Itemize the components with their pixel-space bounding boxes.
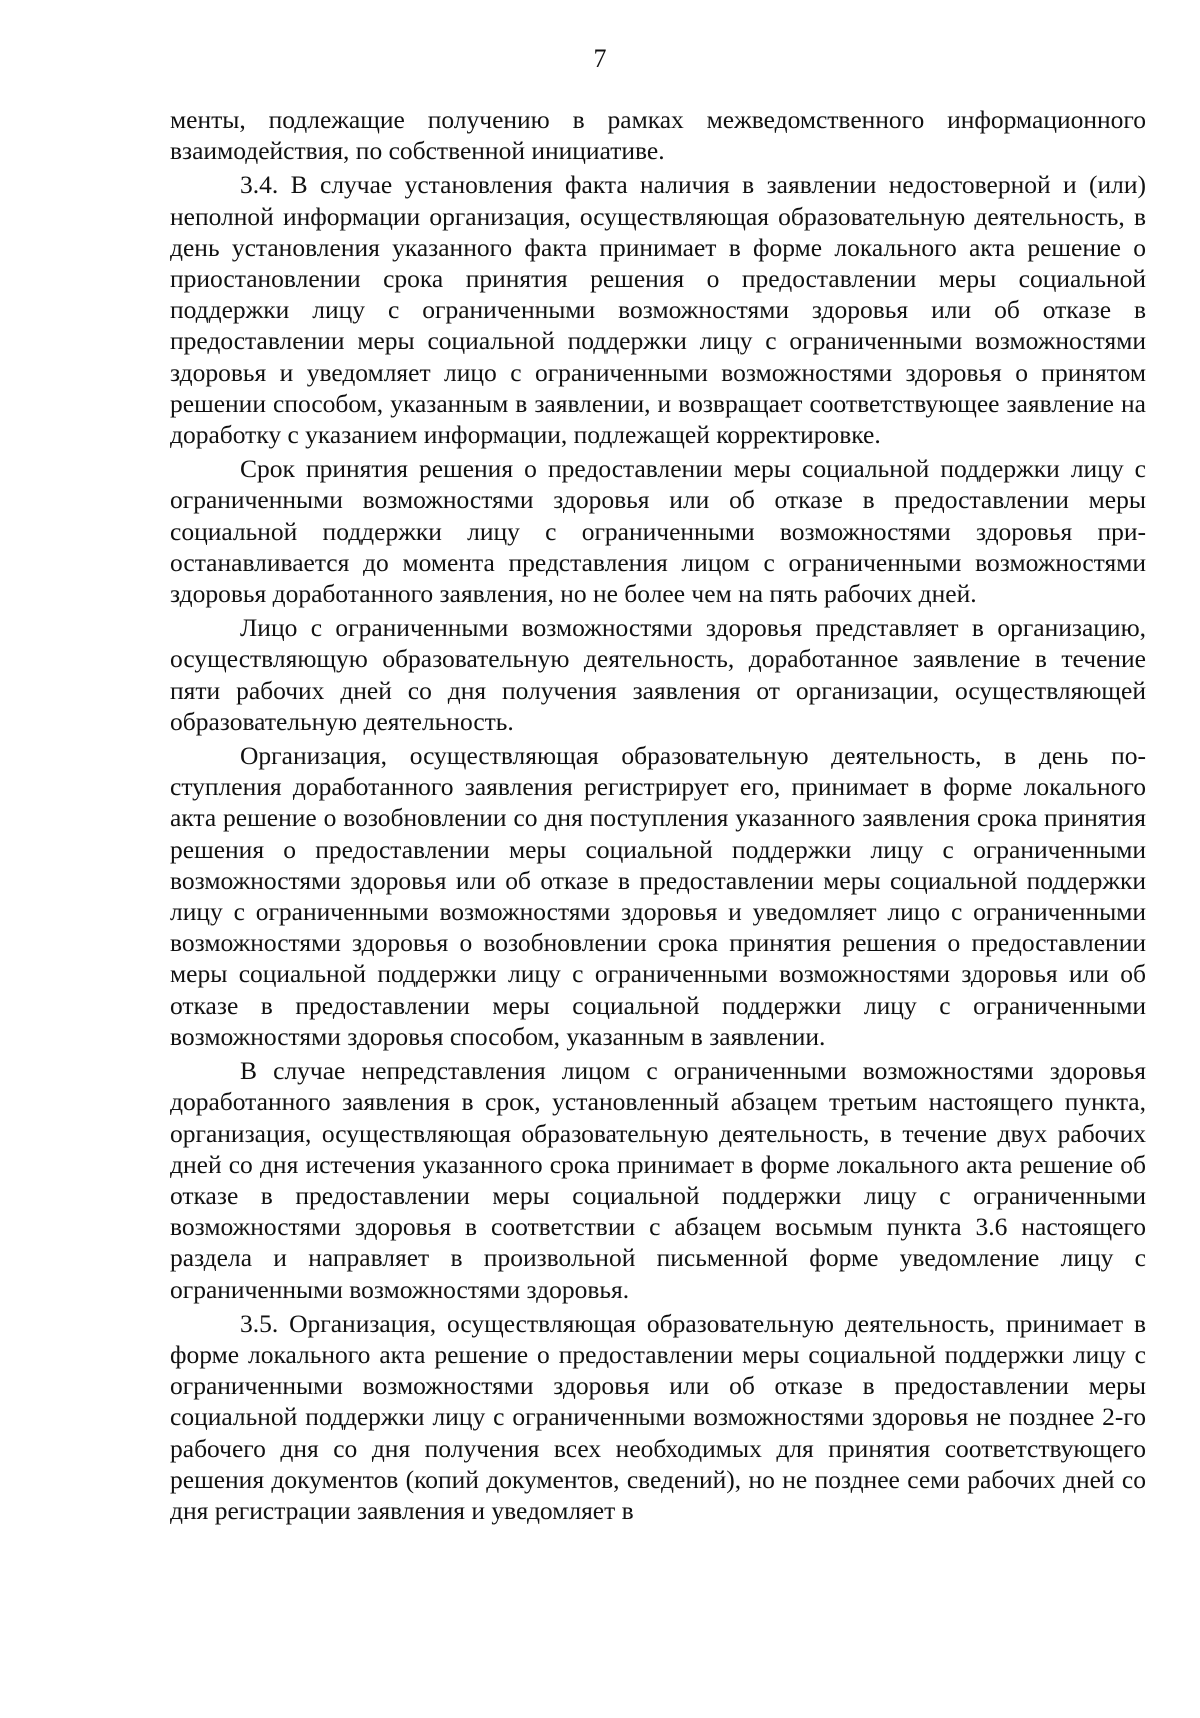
page-number: 7 [593, 44, 607, 73]
document-body [170, 104, 1146, 1526]
paragraph-3-4: 3.4. В случае установления факта наличия в заявлении недостоверной и (или) неполной информации организация, осуществляющая образовательную деятельность, в день установления указанного факта принимает в форме локального акта решение о приостановлении срока принятия решения о предоставлении меры социальной поддержки лицу с ограниченными возможностями здоровья или об отказе в предоставлении меры социальной поддержки лицу с ограниченными возможностями здоровья и уведомляет лицо с ограниченными возможностями здоровья о принятом решении способом, указанным в заявлении, и возвращает соответствующее заявление на доработку с указанием информации, подлежащей корректировке. [170, 170, 1146, 450]
paragraph-resumption: Организация, осуществляющая образовательную деятельность, в день поступления доработанного заявления регистрирует его, принимает в форме локального акта решение о возобновлении со дня поступления указанного заявления срока принятия решения о предоставлении меры социальной поддержки лицу с ограниченными возможностями здоровья или об отказе в предоставлении меры социальной поддержки лицу с ограниченными возможностями здоровья и уведомляет лицо с ограниченными возможностями здоровья о возобновлении срока принятия решения о предоставлении меры социальной поддержки лицу с ограниченными возможностями здоровья или об отказе в предоставлении меры социальной поддержки лицу с ограниченными возможностями здоровья способом, указанным в заявлении. [170, 741, 1146, 1051]
paragraph-suspension-term: Срок принятия решения о предоставлении меры социальной поддержки лицу с ограниченными возможностями здоровья или об отказе в предоставлении меры социальной поддержки лицу с ограниченными возможностями здоровья приостанавливается до момента представления лицом с ограниченными возможностями здоровья доработанного заявления, но не более чем на пять рабочих дней. [170, 454, 1146, 609]
paragraph-continuation: менты, подлежащие получению в рамках межведомственного информационного взаимодействия, по собственной инициативе. [170, 105, 1146, 166]
paragraph-resubmission: Лицо с ограниченными возможностями здоровья представляет в организацию, осуществляющую образовательную деятельность, доработанное заявление в течение пяти рабочих дней со дня получения заявления от организации, осуществляющей образовательную деятельность. [170, 613, 1146, 736]
paragraph-non-submission: В случае непредставления лицом с ограниченными возможностями здоровья доработанного заявления в срок, установленный абзацем третьим настоящего пункта, организация, осуществляющая образовательную деятельность, в течение двух рабочих дней со дня истечения указанного срока принимает в форме локального акта решение об отказе в предоставлении меры социальной поддержки лицу с ограниченными возможностями здоровья в соответствии с абзацем восьмым пункта 3.6 настоящего раздела и направляет в произвольной письменной форме уведомление лицу с ограниченными возможностями здоровья. [170, 1056, 1146, 1304]
paragraph-3-5: 3.5. Организация, осуществляющая образовательную деятельность, принимает в форме локального акта решение о предоставлении меры социальной поддержки лицу с ограниченными возможностями здоровья или об отказе в предоставлении меры социальной поддержки лицу с ограниченными возможностями здоровья не позднее 2-го рабочего дня со дня получения всех необходимых для принятия соответствующего решения документов (копий документов, сведений), но не позднее семи рабочих дней со дня регистрации заявления и уведомляет в [170, 1308, 1146, 1525]
